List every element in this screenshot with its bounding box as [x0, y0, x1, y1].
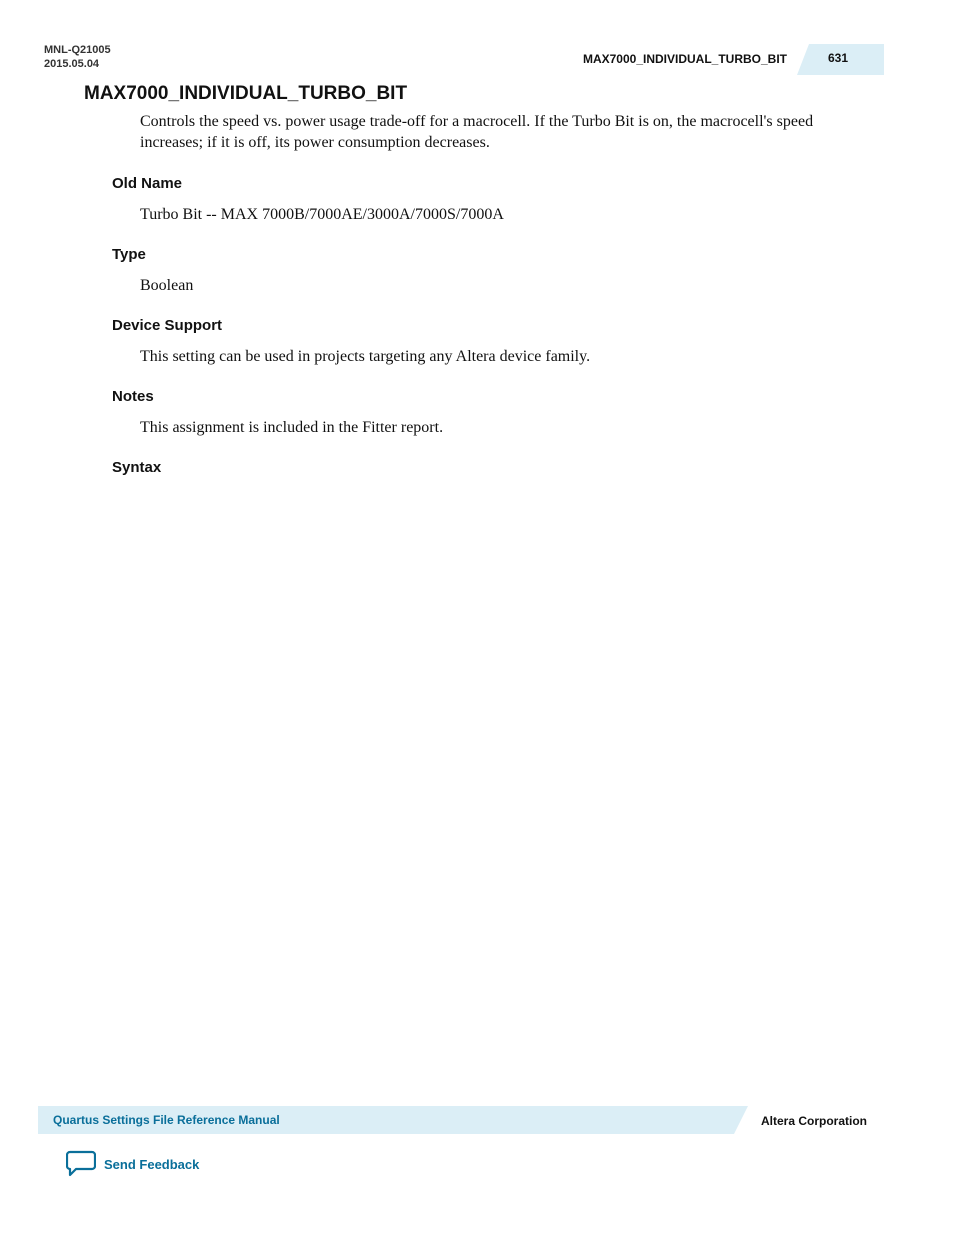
- send-feedback-label: Send Feedback: [104, 1156, 200, 1172]
- section-heading-syntax: Syntax: [112, 459, 162, 476]
- section-body-notes: This assignment is included in the Fitter report.: [140, 419, 444, 436]
- section-body-type: Boolean: [140, 277, 194, 294]
- footer-manual-title: Quartus Settings File Reference Manual: [53, 1113, 280, 1127]
- section-heading-device-support: Device Support: [112, 317, 223, 334]
- section-body-old-name: Turbo Bit -- MAX 7000B/7000AE/3000A/7000S/7000A: [140, 206, 504, 223]
- page-title: MAX7000_INDIVIDUAL_TURBO_BIT: [84, 83, 408, 104]
- section-body-device-support: This setting can be used in projects targeting any Altera device family.: [140, 348, 591, 365]
- section-heading-type: Type: [112, 246, 146, 263]
- running-header-title: MAX7000_INDIVIDUAL_TURBO_BIT: [582, 52, 787, 66]
- description-paragraph: Controls the speed vs. power usage trade-off for a macrocell. If the Turbo Bit is on, the macrocell's speed increases; if it is off, its power consumption decreases.: [140, 113, 814, 151]
- speech-bubble-icon: [66, 1150, 96, 1178]
- section-heading-notes: Notes: [112, 388, 154, 405]
- doc-date: 2015.05.04: [44, 58, 100, 70]
- send-feedback-link[interactable]: [66, 1150, 199, 1178]
- section-heading-old-name: Old Name: [112, 175, 183, 192]
- footer-company: Altera Corporation: [761, 1114, 868, 1128]
- doc-number: MNL-Q21005: [44, 44, 111, 56]
- document-id: [44, 43, 111, 71]
- page-number: 631: [828, 51, 849, 65]
